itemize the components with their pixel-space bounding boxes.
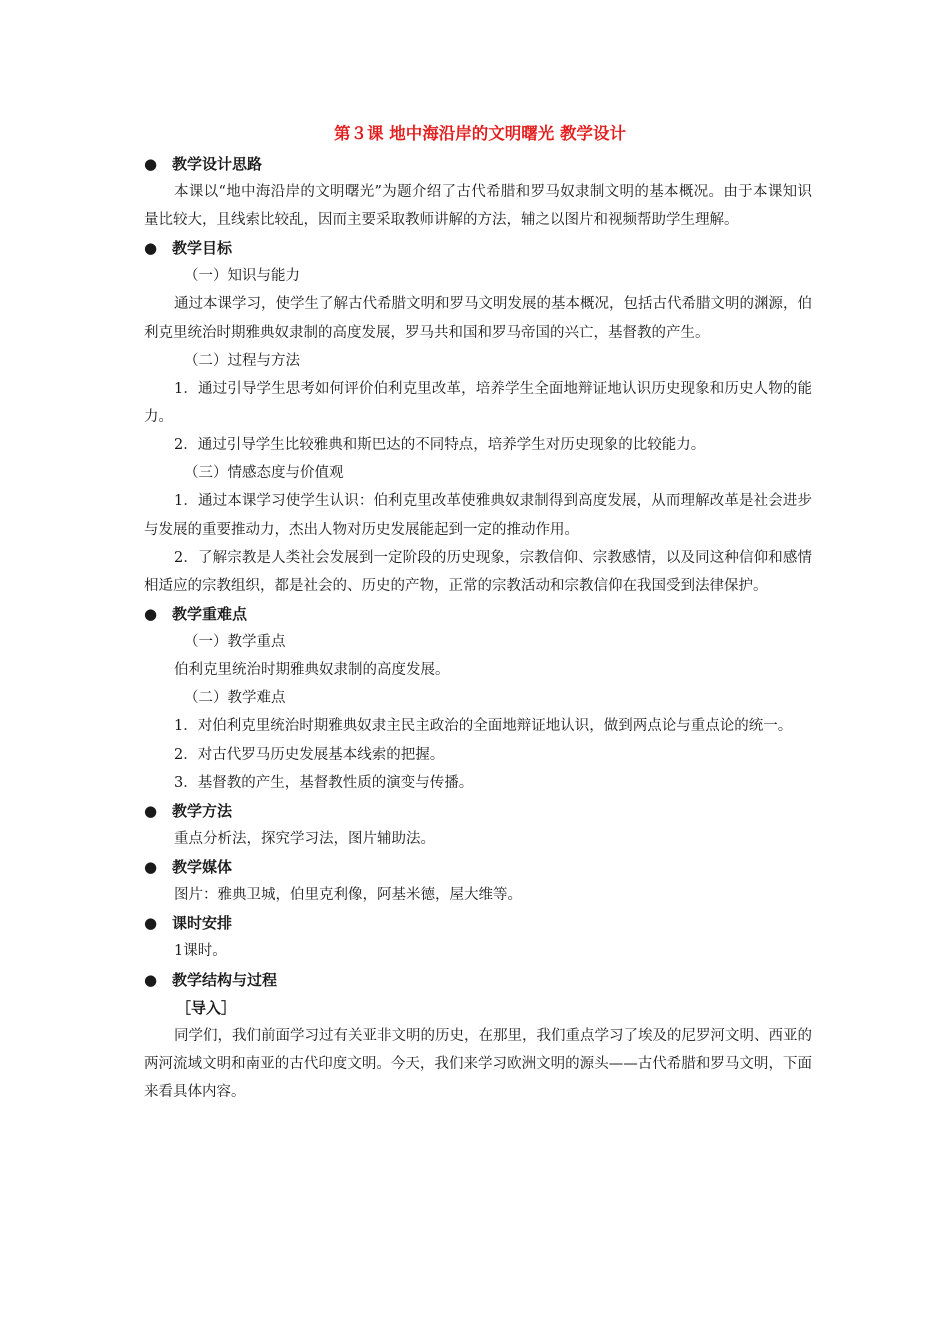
document-page (144, 118, 812, 1106)
heading-text: 课时安排 (172, 914, 233, 933)
section-heading-goals (144, 234, 812, 262)
section-heading-media (144, 853, 812, 881)
paragraph: 3．基督教的产生，基督教性质的演变与传播。 (174, 774, 474, 791)
bullet-icon: ● (144, 605, 158, 624)
subheading: （一）教学重点 (184, 634, 286, 651)
section-heading-process (144, 966, 812, 994)
paragraph: 1课时。 (174, 943, 227, 960)
paragraph: 1．通过引导学生思考如何评价伯利克里改革，培养学生全面地辩证地认识历史现象和历史人物的能力。 (144, 380, 812, 426)
bullet-icon: ● (144, 858, 158, 877)
subheading: （一）知识与能力 (184, 268, 300, 285)
bullet-icon: ● (144, 802, 158, 821)
paragraph: 同学们，我们前面学习过有关亚非文明的历史，在那里，我们重点学习了埃及的尼罗河文明、西亚的两河流域文明和南亚的古代印度文明。今天，我们来学习欧洲文明的源头——古代希腊和罗马文明，下面来看具体内容。 (144, 1027, 812, 1101)
paragraph: 2．通过引导学生比较雅典和斯巴达的不同特点，培养学生对历史现象的比较能力。 (174, 437, 706, 454)
heading-text: 教学结构与过程 (172, 970, 278, 989)
subheading: （二）过程与方法 (184, 352, 300, 369)
bullet-icon: ● (144, 239, 158, 258)
subheading: （二）教学难点 (184, 690, 286, 707)
paragraph: 通过本课学习，使学生了解古代希腊文明和罗马文明发展的基本概况，包括古代希腊文明的渊源，伯利克里统治时期雅典奴隶制的高度发展，罗马共和国和罗马帝国的兴亡，基督教的产生。 (144, 296, 812, 341)
paragraph: 伯利克里统治时期雅典奴隶制的高度发展。 (174, 662, 450, 679)
paragraph: 重点分析法，探究学习法，图片辅助法。 (174, 831, 435, 848)
bullet-icon: ● (144, 155, 158, 173)
paragraph: 2．对古代罗马历史发展基本线索的把握。 (174, 746, 445, 763)
heading-text: 教学媒体 (172, 858, 233, 877)
section-heading-schedule (144, 909, 812, 937)
section-heading-design (144, 150, 812, 178)
paragraph: 图片：雅典卫城，伯里克利像，阿基米德，屋大维等。 (174, 887, 522, 904)
heading-text: 教学目标 (172, 239, 233, 258)
bullet-icon: ● (144, 970, 158, 989)
heading-text: 教学方法 (172, 802, 233, 821)
section-heading-methods (144, 797, 812, 825)
heading-text: 教学重难点 (172, 605, 248, 624)
document-title: 第３课 地中海沿岸的文明曙光 教学设计 (334, 124, 626, 143)
paragraph: 1．对伯利克里统治时期雅典奴隶主民主政治的全面地辩证地认识，做到两点论与重点论的统一。 (174, 718, 793, 735)
paragraph: 1．通过本课学习使学生认识：伯利克里改革使雅典奴隶制得到高度发展，从而理解改革是社会进步与发展的重要推动力，杰出人物对历史发展能起到一定的推动作用。 (144, 493, 812, 538)
paragraph: 本课以“地中海沿岸的文明曙光”为题介绍了古代希腊和罗马奴隶制文明的基本概况。由于本课知识量比较大，且线索比较乱，因而主要采取教师讲解的方法，辅之以图片和视频帮助学生理解。 (144, 184, 812, 229)
subheading: （三）情感态度与价值观 (184, 465, 344, 482)
heading-text: 教学设计思路 (172, 155, 263, 173)
intro-label: ［导入］ (176, 998, 237, 1017)
bullet-icon: ● (144, 914, 158, 933)
paragraph: 2．了解宗教是人类社会发展到一定阶段的历史现象，宗教信仰、宗教感情，以及同这种信仰和感情相适应的宗教组织，都是社会的、历史的产物，正常的宗教活动和宗教信仰在我国受到法律保护。 (144, 549, 812, 595)
section-heading-keypoints (144, 600, 812, 628)
